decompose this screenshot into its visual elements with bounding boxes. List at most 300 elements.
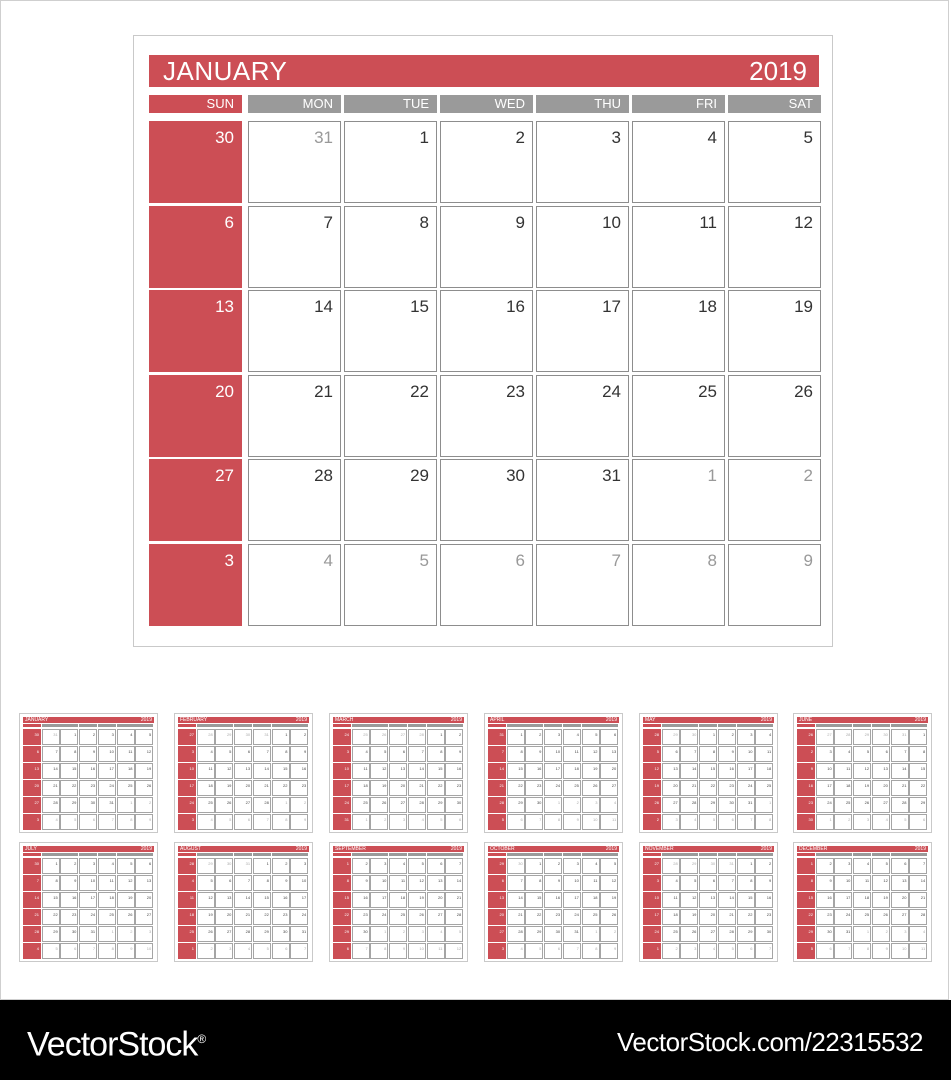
mini-day-cell: 2 [662,943,680,959]
day-cell[interactable]: 6 [440,544,533,626]
day-cell[interactable]: 18 [632,290,725,372]
mini-day-cell: 14 [891,763,909,779]
day-cell[interactable]: 2 [728,459,821,541]
mini-weekday-header [680,853,698,856]
mini-day-cell: 7 [718,875,736,891]
mini-day-cell: 28 [909,909,927,925]
mini-day-cell: 5 [117,858,135,874]
day-cell[interactable]: 30 [440,459,533,541]
mini-day-cell: 11 [178,892,196,908]
watermark-logo: VectorStock® [27,1025,206,1064]
mini-weekday-header [699,724,717,727]
mini-day-cell: 1 [699,729,717,745]
mini-day-cell: 29 [853,729,871,745]
mini-day-cell: 25 [352,729,370,745]
mini-day-cell: 3 [178,814,196,830]
day-cell[interactable]: 31 [248,121,341,203]
day-cell[interactable]: 25 [632,375,725,457]
mini-day-cell: 5 [600,858,618,874]
mini-day-cell: 14 [909,875,927,891]
mini-weekday-header [98,853,116,856]
mini-day-cell: 21 [488,780,506,796]
mini-day-cell: 19 [135,763,153,779]
mini-day-cell: 7 [23,875,41,891]
mini-day-cell: 8 [737,875,755,891]
mini-day-cell: 1 [333,858,351,874]
mini-weekday-header [643,853,661,856]
mini-day-cell: 29 [662,729,680,745]
day-cell[interactable]: 9 [728,544,821,626]
mini-weekday-header [582,724,600,727]
mini-day-cell: 30 [544,926,562,942]
mini-day-cell: 19 [370,780,388,796]
mini-day-cell: 27 [643,858,661,874]
mini-day-cell: 24 [333,797,351,813]
mini-weekday-header [507,853,525,856]
mini-day-cell: 9 [544,875,562,891]
mini-month-title: JUNE [799,717,813,723]
mini-weekday-header [816,853,834,856]
mini-day-cell: 8 [909,746,927,762]
day-cell[interactable]: 28 [248,459,341,541]
mini-day-cell: 26 [853,797,871,813]
day-cell[interactable]: 6 [149,206,242,288]
mini-day-cell: 30 [797,814,815,830]
day-cell[interactable]: 26 [728,375,821,457]
mini-day-cell: 21 [507,909,525,925]
mini-day-cell: 7 [891,746,909,762]
mini-day-cell: 1 [42,858,60,874]
mini-day-cell: 30 [755,926,773,942]
mini-weekday-header [488,724,506,727]
mini-calendar-header [23,717,154,723]
mini-day-cell: 19 [117,892,135,908]
mini-day-cell: 20 [488,909,506,925]
day-cell[interactable]: 15 [344,290,437,372]
mini-day-cell: 4 [408,814,426,830]
mini-day-cell: 3 [680,943,698,959]
mini-weekday-header [797,853,815,856]
mini-weekday-header [755,724,773,727]
mini-calendar-december[interactable] [793,842,932,962]
mini-day-cell: 23 [816,909,834,925]
mini-weekday-header [445,724,463,727]
weekday-header-row [149,95,819,113]
mini-day-cell: 14 [42,763,60,779]
mini-weekday-header [600,853,618,856]
mini-calendar-february[interactable] [174,713,313,833]
mini-day-cell: 22 [507,780,525,796]
mini-day-cell: 15 [333,892,351,908]
mini-day-cell: 8 [117,814,135,830]
mini-day-cell: 27 [662,797,680,813]
mini-day-cell: 31 [718,858,736,874]
mini-day-cell: 27 [488,926,506,942]
mini-weekday-header [117,853,135,856]
mini-day-cell: 1 [853,926,871,942]
mini-day-cell: 24 [563,909,581,925]
mini-day-cell: 3 [737,729,755,745]
mini-weekday-header [234,724,252,727]
mini-day-cell: 16 [544,892,562,908]
day-cell[interactable]: 4 [632,121,725,203]
mini-day-cell: 1 [253,858,271,874]
mini-day-cell: 6 [272,943,290,959]
mini-day-cell: 13 [135,875,153,891]
mini-weekday-header [42,724,60,727]
mini-calendar-header [643,717,774,723]
mini-day-cell: 8 [853,943,871,959]
mini-day-cell: 14 [234,892,252,908]
day-cell[interactable]: 1 [344,121,437,203]
weekday-header-mon: MON [248,95,341,113]
mini-day-cell: 8 [544,814,562,830]
day-cell[interactable]: 14 [248,290,341,372]
mini-day-cell: 10 [643,892,661,908]
mini-day-cell: 18 [352,780,370,796]
mini-day-cell: 28 [507,926,525,942]
mini-day-cell: 27 [389,797,407,813]
mini-day-cell: 3 [178,746,196,762]
mini-day-cell: 2 [352,858,370,874]
mini-day-cell: 20 [872,780,890,796]
mini-day-cell: 26 [600,909,618,925]
mini-day-cell: 7 [525,814,543,830]
mini-day-cell: 23 [79,780,97,796]
mini-day-cell: 28 [718,926,736,942]
mini-calendar-august[interactable] [174,842,313,962]
mini-day-cell: 31 [488,729,506,745]
mini-day-cell: 7 [909,858,927,874]
mini-weekday-header [389,853,407,856]
day-cell[interactable]: 30 [149,121,242,203]
day-cell[interactable]: 9 [440,206,533,288]
mini-day-cell: 6 [23,746,41,762]
mini-day-cell: 28 [234,926,252,942]
mini-day-cell: 26 [872,909,890,925]
mini-day-cell: 30 [23,729,41,745]
mini-calendar-september[interactable] [329,842,468,962]
mini-day-cell: 21 [891,780,909,796]
mini-day-cell: 31 [79,926,97,942]
mini-day-cell: 11 [755,746,773,762]
day-cell[interactable]: 21 [248,375,341,457]
mini-day-cell: 22 [333,909,351,925]
mini-day-cell: 20 [215,909,233,925]
mini-day-cell: 19 [582,763,600,779]
day-cell[interactable]: 11 [632,206,725,288]
mini-day-cell: 3 [891,926,909,942]
mini-month-title: MAY [645,717,656,723]
day-cell[interactable]: 7 [248,206,341,288]
mini-day-cell: 30 [507,858,525,874]
mini-day-cell: 8 [253,875,271,891]
mini-weekday-header [891,853,909,856]
day-cell[interactable]: 29 [344,459,437,541]
day-cell[interactable]: 27 [149,459,242,541]
mini-day-cell: 4 [197,814,215,830]
mini-day-cell: 13 [23,763,41,779]
mini-day-cell: 30 [272,926,290,942]
mini-calendar-january[interactable] [19,713,158,833]
mini-day-cell: 8 [507,746,525,762]
mini-day-cell: 23 [290,780,308,796]
mini-weekday-header [909,724,927,727]
mini-weekday-header [427,853,445,856]
mini-day-cell: 30 [60,926,78,942]
mini-day-cell: 14 [408,763,426,779]
mini-day-cell: 26 [197,926,215,942]
day-cell[interactable]: 5 [728,121,821,203]
mini-day-cell: 14 [445,875,463,891]
mini-day-cell: 6 [427,858,445,874]
day-cell[interactable]: 3 [149,544,242,626]
mini-day-cell: 2 [816,858,834,874]
mini-day-cell: 16 [352,892,370,908]
mini-weekday-header [178,724,196,727]
mini-day-cell: 27 [699,926,717,942]
day-cell[interactable]: 8 [344,206,437,288]
mini-weekday-header [834,853,852,856]
mini-day-cell: 4 [427,926,445,942]
mini-day-cell: 18 [178,909,196,925]
mini-day-cell: 8 [755,814,773,830]
mini-day-cell: 16 [445,763,463,779]
mini-day-cell: 3 [853,814,871,830]
mini-day-cell: 22 [525,909,543,925]
mini-day-cell: 10 [816,763,834,779]
mini-day-cell: 8 [797,875,815,891]
day-cell[interactable]: 17 [536,290,629,372]
mini-day-cell: 8 [272,814,290,830]
mini-day-cell: 13 [234,763,252,779]
day-cell[interactable]: 23 [440,375,533,457]
mini-day-cell: 7 [42,746,60,762]
mini-day-cell: 12 [853,763,871,779]
mini-day-cell: 15 [797,892,815,908]
mini-day-cell: 6 [445,814,463,830]
mini-day-cell: 9 [525,746,543,762]
mini-day-cell: 5 [215,814,233,830]
mini-day-cell: 7 [253,746,271,762]
mini-day-cell: 24 [544,780,562,796]
mini-weekday-header [600,724,618,727]
mini-day-cell: 18 [117,763,135,779]
mini-day-cell: 1 [544,797,562,813]
mini-day-cell: 11 [389,875,407,891]
mini-day-cell: 28 [643,729,661,745]
mini-day-cell: 9 [816,875,834,891]
mini-day-cell: 24 [643,926,661,942]
mini-day-cell: 11 [853,875,871,891]
mini-day-cell: 4 [23,943,41,959]
mini-day-cell: 17 [290,892,308,908]
mini-weekday-header [135,724,153,727]
mini-day-cell: 5 [872,858,890,874]
mini-day-cell: 16 [755,892,773,908]
mini-day-cell: 12 [600,875,618,891]
mini-day-cell: 3 [816,746,834,762]
mini-day-cell: 12 [643,763,661,779]
mini-day-cell: 21 [408,780,426,796]
mini-day-cell: 27 [389,729,407,745]
mini-day-cell: 18 [389,892,407,908]
mini-weekday-header [79,853,97,856]
mini-day-cell: 23 [755,909,773,925]
mini-day-cell: 12 [370,763,388,779]
day-cell[interactable]: 20 [149,375,242,457]
mini-day-cell: 9 [135,814,153,830]
mini-day-cell: 2 [135,797,153,813]
mini-day-cell: 25 [197,797,215,813]
mini-day-cell: 15 [60,763,78,779]
mini-day-cell: 23 [718,780,736,796]
mini-day-cell: 25 [563,780,581,796]
mini-calendar-header [333,846,464,852]
mini-day-cell: 30 [816,926,834,942]
mini-day-cell: 21 [42,780,60,796]
mini-day-cell: 23 [525,780,543,796]
mini-calendar-march[interactable] [329,713,468,833]
mini-day-cell: 16 [718,763,736,779]
mini-year-title: 2019 [605,717,617,723]
mini-calendar-october[interactable] [484,842,623,962]
day-cell[interactable]: 10 [536,206,629,288]
mini-calendar-header [488,717,619,723]
mini-weekday-header [215,853,233,856]
mini-calendar-july[interactable] [19,842,158,962]
mini-day-cell: 29 [680,858,698,874]
mini-day-cell: 27 [135,909,153,925]
mini-day-cell: 17 [544,763,562,779]
mini-day-cell: 29 [507,797,525,813]
mini-day-cell: 28 [253,797,271,813]
mini-weekday-header [60,724,78,727]
mini-day-cell: 4 [42,814,60,830]
mini-day-cell: 27 [816,729,834,745]
mini-calendar-header [178,717,309,723]
mini-day-cell: 12 [117,875,135,891]
mini-day-cell: 2 [445,729,463,745]
mini-day-cell: 31 [333,814,351,830]
day-cell[interactable]: 24 [536,375,629,457]
day-cell[interactable]: 16 [440,290,533,372]
mini-weekday-header [79,724,97,727]
mini-weekday-header [370,724,388,727]
mini-day-cell: 6 [60,943,78,959]
mini-weekday-header [445,853,463,856]
day-cell[interactable]: 4 [248,544,341,626]
mini-calendar-april[interactable] [484,713,623,833]
mini-day-cell: 26 [643,797,661,813]
mini-day-cell: 17 [178,780,196,796]
mini-day-cell: 19 [215,780,233,796]
mini-day-cell: 1 [98,926,116,942]
mini-day-cell: 1 [737,858,755,874]
day-cell[interactable]: 1 [632,459,725,541]
mini-day-cell: 5 [42,943,60,959]
mini-day-cell: 21 [909,892,927,908]
mini-day-cell: 2 [544,858,562,874]
day-cell[interactable]: 22 [344,375,437,457]
mini-day-cell: 13 [891,875,909,891]
mini-day-cell: 28 [834,729,852,745]
mini-weekday-header [197,724,215,727]
mini-day-cell: 1 [797,858,815,874]
mini-weekday-header [563,853,581,856]
mini-day-cell: 4 [662,875,680,891]
mini-month-title: MARCH [335,717,354,723]
mini-day-cell: 5 [680,875,698,891]
mini-day-cell: 4 [197,746,215,762]
mini-calendar-header [797,846,928,852]
mini-day-cell: 31 [290,926,308,942]
mini-day-cell: 5 [643,746,661,762]
mini-weekday-header [290,724,308,727]
mini-day-cell: 11 [117,746,135,762]
mini-weekday-header [98,724,116,727]
day-cell[interactable]: 31 [536,459,629,541]
mini-weekday-header [272,853,290,856]
mini-day-cell: 3 [563,858,581,874]
mini-weekday-header [408,724,426,727]
mini-day-cell: 11 [98,875,116,891]
mini-day-cell: 31 [563,926,581,942]
mini-day-cell: 7 [755,943,773,959]
mini-year-title: 2019 [450,846,462,852]
mini-day-cell: 2 [718,729,736,745]
day-cell[interactable]: 7 [536,544,629,626]
mini-weekday-header [370,853,388,856]
mini-weekday-header [563,724,581,727]
mini-calendar-november[interactable] [639,842,778,962]
day-cell[interactable]: 8 [632,544,725,626]
day-cell[interactable]: 5 [344,544,437,626]
mini-day-cell: 2 [272,858,290,874]
mini-day-cell: 25 [352,797,370,813]
mini-calendar-june[interactable] [793,713,932,833]
mini-day-cell: 7 [445,858,463,874]
day-cell[interactable]: 3 [536,121,629,203]
mini-day-cell: 5 [215,746,233,762]
day-cell[interactable]: 12 [728,206,821,288]
mini-day-cell: 30 [23,858,41,874]
mini-day-cell: 17 [834,892,852,908]
mini-calendar-may[interactable] [639,713,778,833]
mini-day-cell: 21 [253,780,271,796]
day-cell[interactable]: 2 [440,121,533,203]
mini-day-cell: 7 [563,943,581,959]
mini-year-title: 2019 [295,846,307,852]
mini-day-cell: 1 [582,926,600,942]
mini-day-cell: 6 [234,746,252,762]
mini-day-cell: 2 [755,858,773,874]
mini-day-cell: 1 [507,729,525,745]
mini-day-cell: 19 [408,892,426,908]
mini-day-cell: 6 [909,814,927,830]
day-cell[interactable]: 19 [728,290,821,372]
mini-day-cell: 29 [909,797,927,813]
mini-weekday-header [816,724,834,727]
mini-day-cell: 23 [797,797,815,813]
mini-day-cell: 8 [427,746,445,762]
mini-day-cell: 4 [872,814,890,830]
mini-day-cell: 29 [525,926,543,942]
mini-day-cell: 7 [98,814,116,830]
mini-day-cell: 16 [60,892,78,908]
day-cell[interactable]: 13 [149,290,242,372]
mini-day-cell: 4 [582,858,600,874]
